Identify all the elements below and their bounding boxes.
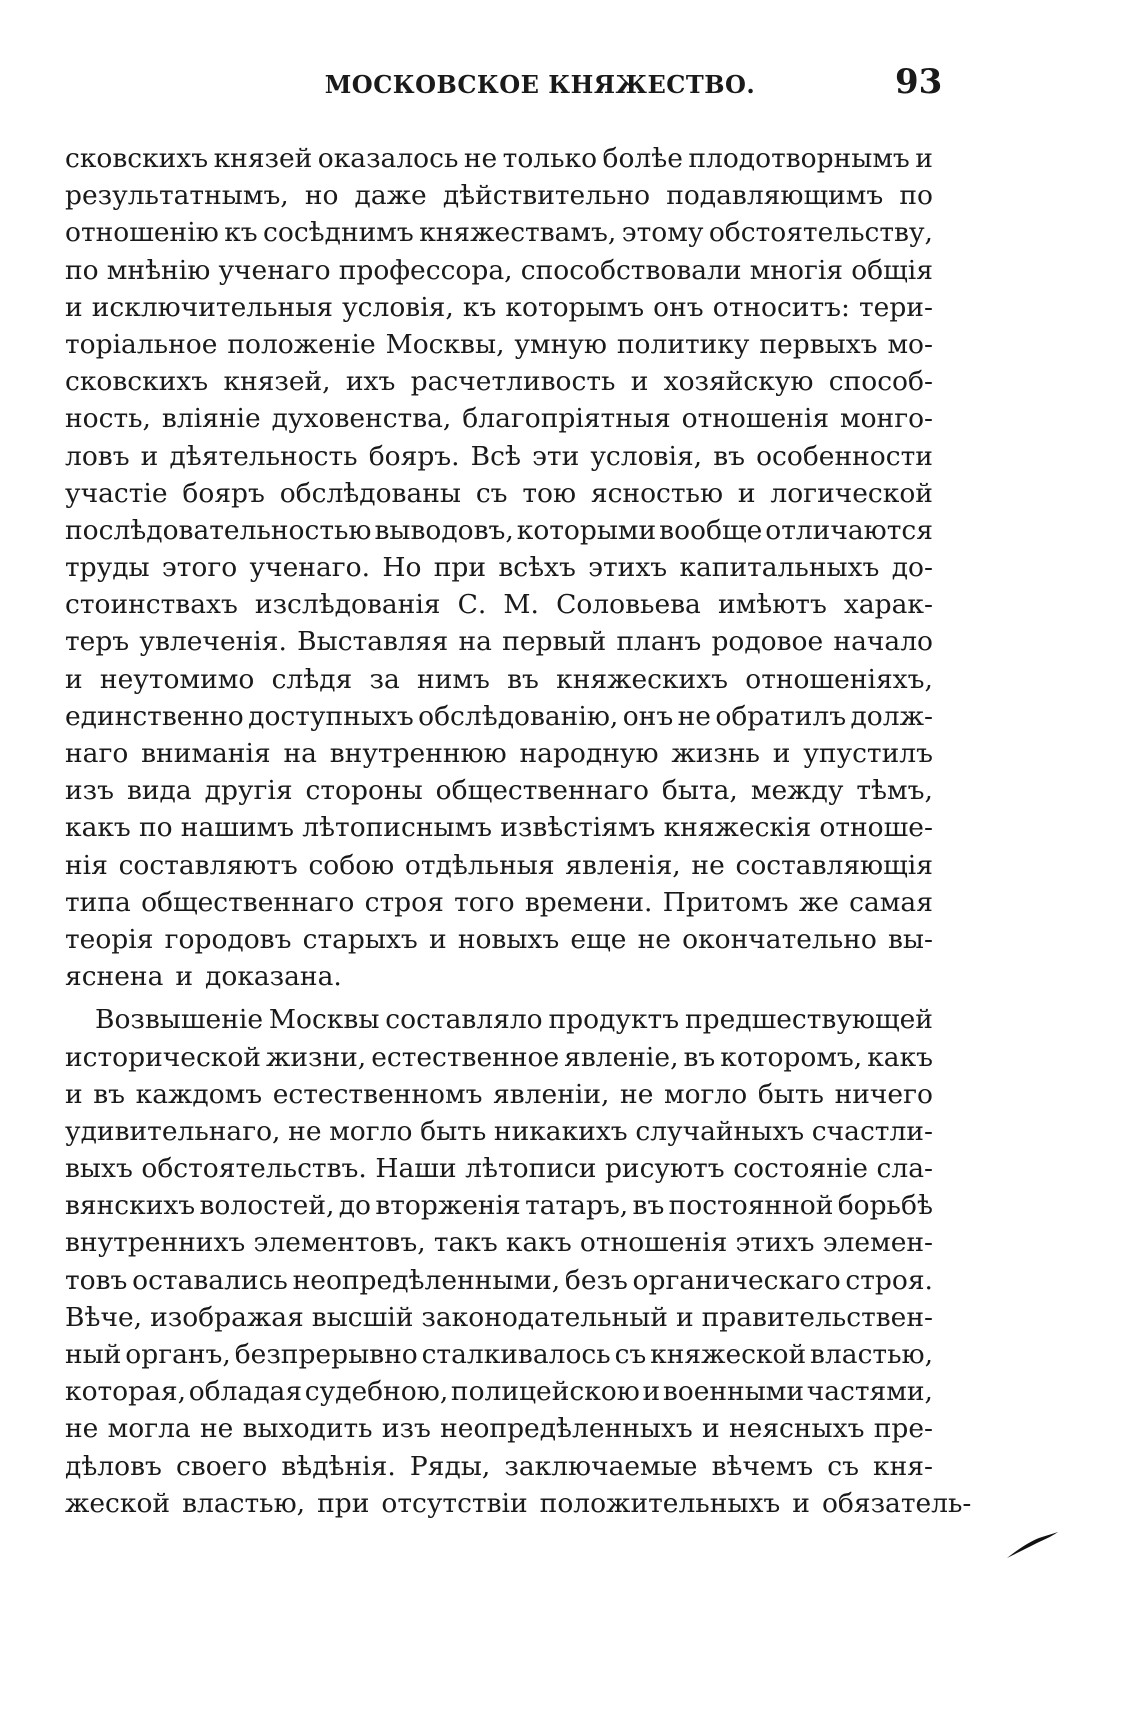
- text-line: результатнымъ, но даже дѣйствительно подавляющимъ по: [65, 180, 933, 212]
- text-line: по мнѣнію ученаго профессора, способствовали многія общія: [65, 254, 933, 286]
- text-line: выхъ обстоятельствъ. Наши лѣтописи рисуютъ состояніе сла-: [65, 1153, 933, 1185]
- text-line: стоинствахъ изслѣдованія С. М. Соловьева имѣютъ харак-: [65, 589, 933, 621]
- text-line: теръ увлеченія. Выставляя на первый планъ родовое начало: [65, 626, 933, 658]
- text-line: которая, обладая судебною, полицейскою и военными частями,: [65, 1376, 933, 1408]
- text-line: нія составляютъ собою отдѣльныя явленія, не составляющія: [65, 849, 933, 881]
- text-line: удивительнаго, не могло быть никакихъ случайныхъ счастли-: [65, 1115, 933, 1147]
- text-line: послѣдовательностью выводовъ, которыми вообще отличаются: [65, 514, 933, 546]
- text-line: изъ вида другія стороны общественнаго быта, между тѣмъ,: [65, 775, 933, 807]
- text-line: жеской властью, при отсутствіи положительныхъ и обязатель-: [65, 1487, 972, 1519]
- text-line: отношенію къ сосѣднимъ княжествамъ, этому обстоятельству,: [65, 217, 933, 249]
- text-line: торіальное положеніе Москвы, умную политику первыхъ мо-: [65, 328, 933, 360]
- text-line: Возвышеніе Москвы составляло продуктъ предшествующей: [95, 1004, 933, 1036]
- text-line: сковскихъ князей, ихъ расчетливость и хозяйскую способ-: [65, 366, 933, 398]
- text-line: не могла не выходить изъ неопредѣленныхъ и неясныхъ пре-: [65, 1413, 933, 1445]
- pen-mark: [1005, 1530, 1060, 1560]
- text-line: ный органъ, безпрерывно сталкивалось съ княжеской властью,: [65, 1339, 933, 1370]
- text-line: участіе бояръ обслѣдованы съ тою ясностью и логической: [65, 477, 933, 509]
- text-line: дѣловъ своего вѣдѣнія. Ряды, заключаемые вѣчемъ съ кня-: [65, 1450, 933, 1482]
- text-line: внутреннихъ элементовъ, такъ какъ отношенія этихъ элемен-: [65, 1227, 933, 1259]
- running-head: [0, 62, 1140, 102]
- text-line: и въ каждомъ естественномъ явленіи, не могло быть ничего: [65, 1078, 933, 1110]
- text-line: типа общественнаго строя того времени. Притомъ же самая: [65, 886, 933, 918]
- text-line: товъ оставались неопредѣленными, безъ органическаго строя.: [65, 1264, 933, 1296]
- text-line: яснена и доказана.: [65, 961, 342, 993]
- text-line: вянскихъ волостей, до вторженія татаръ, въ постоянной борьбѣ: [65, 1190, 933, 1222]
- paragraph: [65, 140, 933, 995]
- text-line: труды этого ученаго. Но при всѣхъ этихъ капитальныхъ до-: [65, 552, 933, 584]
- text-line: ловъ и дѣятельность бояръ. Всѣ эти условія, въ особенности: [65, 440, 933, 472]
- paragraph: [65, 1001, 972, 1522]
- text-line: теорія городовъ старыхъ и новыхъ еще не окончательно вы-: [65, 923, 933, 955]
- text-line: и исключительныя условія, къ которымъ онъ относитъ: тери-: [65, 291, 933, 323]
- text-line: исторической жизни, естественное явленіе, въ которомъ, какъ: [65, 1041, 933, 1073]
- text-line: какъ по нашимъ лѣтописнымъ извѣстіямъ княжескія отноше-: [65, 812, 933, 844]
- text-line: Вѣче, изображая высшій законодательный и правительствен-: [65, 1301, 933, 1333]
- body-text: [65, 140, 972, 1522]
- text-line: наго вниманія на внутреннюю народную жизнь и упустилъ: [65, 738, 933, 769]
- text-line: сковскихъ князей оказалось не только болѣе плодотворнымъ и: [65, 143, 933, 174]
- text-line: и неутомимо слѣдя за нимъ въ княжескихъ отношеніяхъ,: [65, 663, 933, 695]
- running-title: МОСКОВСКОЕ КНЯЖЕСТВО.: [324, 70, 756, 99]
- page-number: 93: [895, 62, 943, 102]
- text-line: единственно доступныхъ обслѣдованію, онъ не обратилъ долж-: [65, 700, 933, 732]
- text-line: ность, вліяніе духовенства, благопріятныя отношенія монго-: [65, 403, 933, 435]
